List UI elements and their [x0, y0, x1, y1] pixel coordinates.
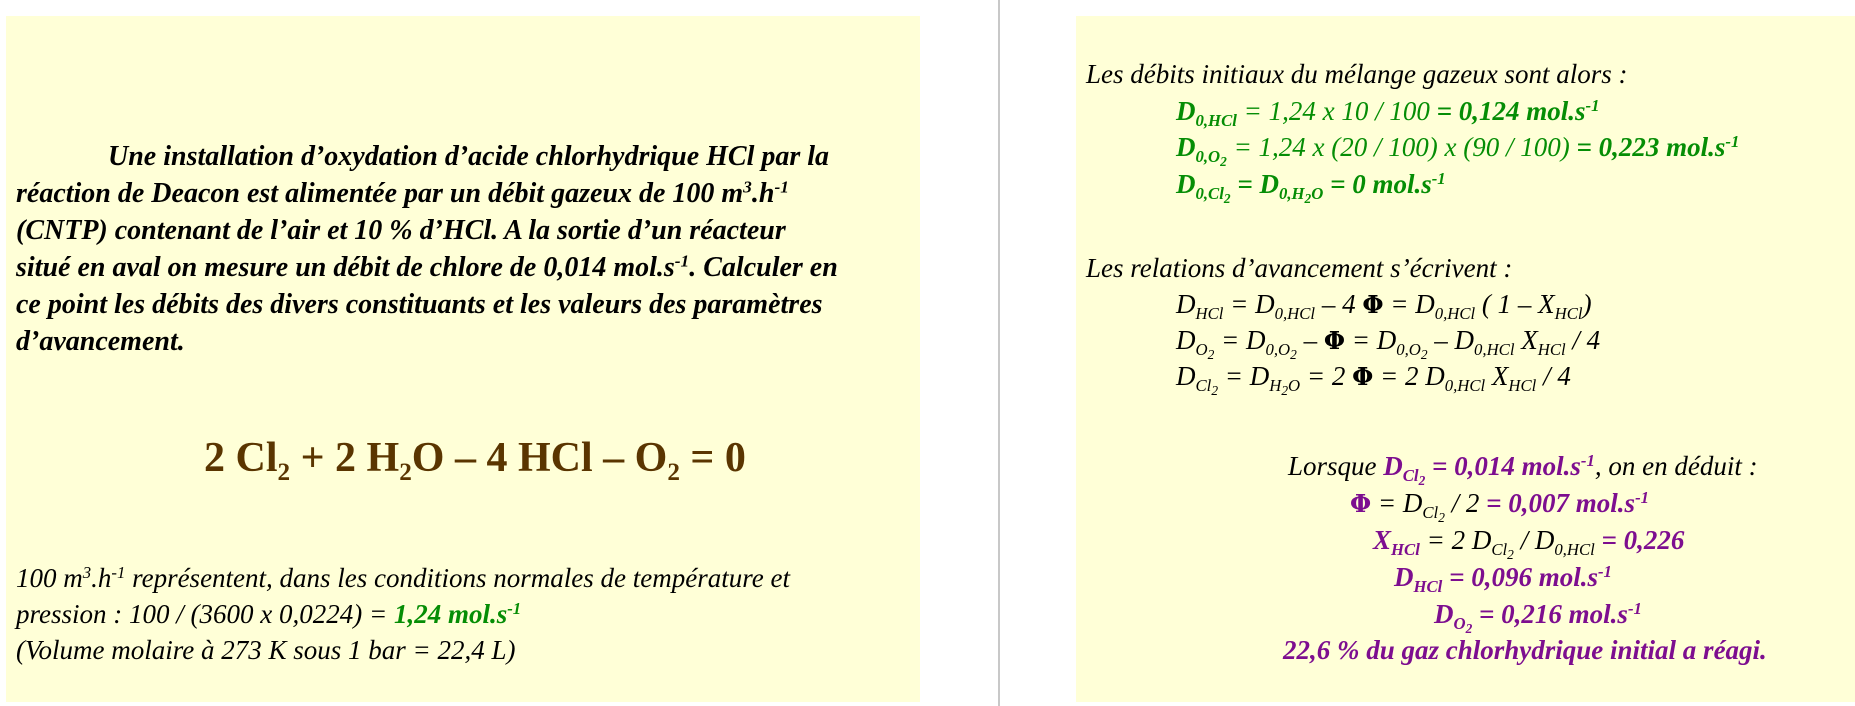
given-cl2-flow: Lorsque $D_{Cl_2} = 0,014$ $mol.s^{-1}$, on en déduit : — [1288, 450, 1758, 488]
flow-o2: $D_{0,O_2} = 1,24$ x (20 / 100) x (90 / 100) = 0,223 $mol.s^{-1}$ — [1176, 131, 1740, 169]
problem-line: ce point les débits des divers constituants et les valeurs des paramètres — [16, 289, 823, 320]
phi-symbol: Φ — [1352, 362, 1374, 391]
phi-symbol: Φ — [1323, 326, 1345, 355]
conversion-note — [16, 560, 790, 668]
relations-intro: Les relations d’avancement s’écrivent : — [1086, 253, 1513, 283]
initial-flows-intro: Les débits initiaux du mélange gazeux sont alors : — [1086, 59, 1628, 89]
phi-symbol: Φ — [1362, 290, 1384, 319]
relation-cl2: $D_{Cl_2} = D_{H_2O} = 2$ Φ = 2 $D_{0,HCl}$ $X_{HCl} / 4$ — [1176, 361, 1571, 398]
page-divider — [998, 0, 1000, 706]
result-hcl-flow: $D_{HCl} = 0,096$ $mol.s^{-1}$ — [1394, 561, 1612, 596]
flow-hcl: $D_{0,HCl} = 1,24$ x 10 / 100 = 0,124 $mol.s^{-1}$ — [1176, 95, 1600, 130]
reaction-equation: 2 $Cl_2 + 2$ $H_2O - 4$ HCl – $O_2 = 0$ — [204, 435, 746, 486]
problem-line: Une installation d’oxydation d’acide chlorhydrique HCl par la — [108, 141, 830, 172]
phi-symbol: Φ — [1350, 489, 1372, 518]
problem-line: (CNTP) contenant de l’air et 10 % d’HCl. A la sortie d’un réacteur — [16, 215, 786, 246]
relation-o2: $D_{O_2} = D_{0,O_2} - \Phi = D_{0,O_2} - D_{0,HCl}$ $X_{HCl} / 4$ — [1176, 325, 1601, 362]
problem-line: situé en aval on mesure un débit de chlore de 0,014 $mol.s^{-1}$. Calculer en — [16, 251, 838, 283]
result-o2-flow: $D_{O_2} = 0,216$ $mol.s^{-1}$ — [1434, 598, 1642, 636]
result-conversion: $X_{HCl} = 2$ $D_{Cl_2} / D_{0,HCl} = 0,226$ — [1373, 525, 1685, 562]
result-phi: $\Phi = D_{Cl_2} / 2 = 0,007$ $mol.s^{-1}$ — [1350, 487, 1650, 525]
problem-line: réaction de Deacon est alimentée par un débit gazeux de 100 $m^3.h^{-1}$ — [16, 177, 789, 209]
conclusion: 22,6 % du gaz chlorhydrique initial a réagi. — [1283, 635, 1767, 665]
left-slide — [6, 16, 920, 702]
problem-line: d’avancement. — [16, 326, 185, 357]
note-line-1: 100 $m^3.h^{-1}$ représentent, dans les conditions normales de température et — [16, 562, 790, 593]
note-line-2: pression : 100 / (3600 x 0,0224) = 1,24 $mol.s^{-1}$ — [16, 598, 522, 629]
relation-hcl: $D_{HCl} = D_{0,HCl} - 4$ $\Phi = D_{0,HCl}$ ( $1 - X_{HCl}$) — [1176, 289, 1592, 323]
note-line-3: (Volume molaire à 273 K sous 1 bar = 22,4 L) — [16, 635, 516, 665]
problem-statement — [16, 138, 916, 360]
flow-cl2-h2o: $D_{0,Cl_2} = D_{0,H_2O} = 0$ $mol.s^{-1}$ — [1176, 168, 1446, 206]
